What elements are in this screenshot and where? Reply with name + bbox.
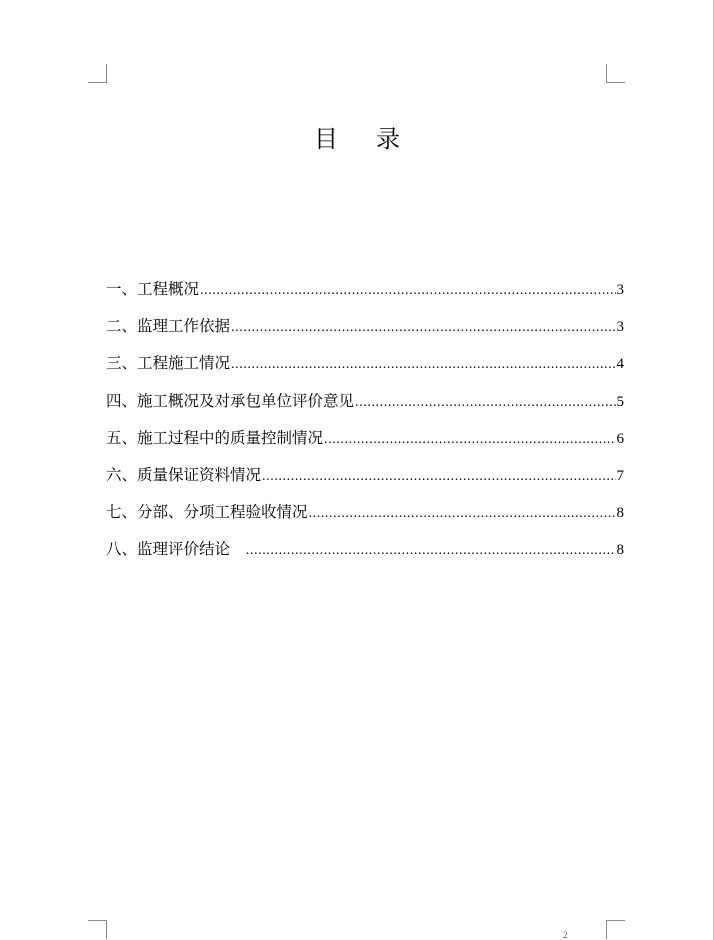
toc-entry[interactable] <box>106 425 624 462</box>
toc-entry[interactable] <box>106 276 624 313</box>
toc-entry-page: 3 <box>616 319 624 336</box>
toc-dot-leader <box>262 464 615 490</box>
toc-entry-label: 五、施工过程中的质量控制情况 <box>106 428 324 447</box>
toc-dot-leader <box>231 315 615 341</box>
margin-mark-bottom-left <box>88 920 107 939</box>
toc-dot-leader <box>324 427 615 453</box>
toc-entry-page: 6 <box>616 430 624 447</box>
toc-entry-label: 六、质量保证资料情况 <box>106 465 262 484</box>
toc-title: 目录 <box>314 125 438 153</box>
toc-entry-page: 8 <box>616 542 624 559</box>
margin-mark-bottom-right <box>606 920 625 939</box>
toc-entry[interactable] <box>106 388 624 425</box>
toc-entry-page: 8 <box>616 505 624 522</box>
margin-mark-top-left <box>88 64 107 83</box>
toc-entry-page: 3 <box>616 282 624 298</box>
toc-entry[interactable] <box>106 350 624 387</box>
toc-entry-label: 八、监理评价结论 <box>106 540 245 559</box>
toc-dot-leader <box>246 538 616 564</box>
toc-entry[interactable] <box>106 462 624 499</box>
toc-entry-label: 三、工程施工情况 <box>106 354 231 373</box>
toc-entry[interactable] <box>106 499 624 536</box>
toc-entry[interactable] <box>106 313 624 350</box>
toc-dot-leader <box>355 390 615 416</box>
toc-entry[interactable] <box>106 536 624 573</box>
toc-dot-leader <box>309 501 616 527</box>
page-number: 2 <box>563 930 568 940</box>
toc-entry-page: 5 <box>616 393 624 410</box>
margin-mark-top-right <box>606 64 625 83</box>
toc-dot-leader <box>231 352 615 378</box>
toc-entry-page: 7 <box>616 467 624 484</box>
toc-dot-leader <box>200 278 615 304</box>
table-of-contents <box>106 276 624 574</box>
toc-entry-label: 二、监理工作依据 <box>106 317 231 336</box>
toc-entry-page: 4 <box>616 356 624 373</box>
toc-entry-label: 七、分部、分项工程验收情况 <box>106 503 308 522</box>
toc-entry-label: 一、工程概况 <box>106 280 200 298</box>
toc-entry-label: 四、施工概况及对承包单位评价意见 <box>106 391 355 410</box>
